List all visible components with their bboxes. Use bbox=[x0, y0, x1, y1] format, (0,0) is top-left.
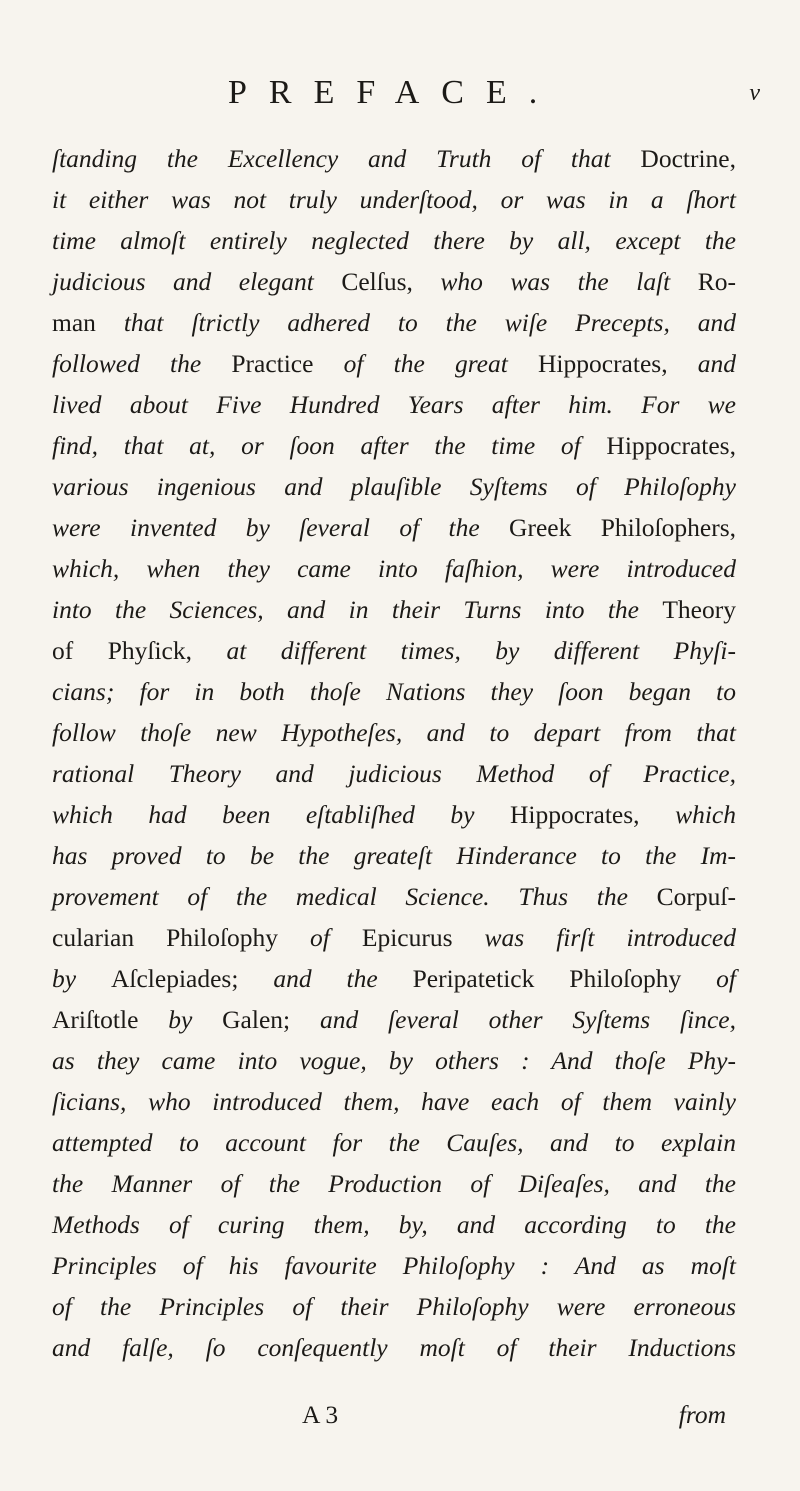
roman-text-run: cularian Philoſophy bbox=[52, 923, 311, 952]
italic-text-run: of the great bbox=[343, 349, 538, 378]
roman-text-run: Galen; bbox=[222, 1005, 320, 1034]
text-line bbox=[52, 220, 736, 261]
page-number: v bbox=[749, 80, 760, 106]
italic-text-run: at different times, by different Phyſi- bbox=[226, 636, 736, 665]
roman-text-run: Ariſtotle bbox=[52, 1005, 169, 1034]
roman-text-run: Hippocrates, bbox=[606, 431, 736, 460]
text-line bbox=[52, 466, 736, 507]
roman-text-run: Theory bbox=[662, 595, 736, 624]
italic-text-run: of bbox=[310, 923, 362, 952]
text-line bbox=[52, 1163, 736, 1204]
italic-text-run: which, when they came into faſhion, were introduced bbox=[52, 554, 736, 583]
italic-text-run: time almoſt entirely neglected there by all, except the bbox=[52, 226, 736, 255]
roman-text-run: Ro- bbox=[697, 267, 737, 296]
roman-text-run: Epicurus bbox=[361, 923, 485, 952]
italic-text-run: followed the bbox=[52, 349, 232, 378]
italic-text-run: the Manner of the Production of Diſeaſes, and the bbox=[52, 1169, 736, 1198]
roman-text-run: Greek Philoſophers, bbox=[509, 513, 736, 542]
text-line bbox=[52, 753, 736, 794]
roman-text-run: Corpuſ- bbox=[656, 882, 736, 911]
running-head: PREFACE. bbox=[228, 74, 560, 111]
catchword: from bbox=[678, 1400, 726, 1429]
text-line bbox=[52, 999, 736, 1040]
text-line bbox=[52, 630, 736, 671]
italic-text-run: and falſe, ſo conſequently moſt of their Inductions bbox=[52, 1333, 736, 1362]
italic-text-run: and the bbox=[273, 964, 413, 993]
text-line bbox=[52, 384, 736, 425]
italic-text-run: judicious and elegant bbox=[52, 267, 342, 296]
italic-text-run: provement of the medical Science. Thus the bbox=[52, 882, 657, 911]
text-line bbox=[52, 548, 736, 589]
page-footer bbox=[52, 1400, 736, 1440]
italic-text-run: of bbox=[716, 964, 736, 993]
text-line bbox=[52, 712, 736, 753]
text-line bbox=[52, 1327, 736, 1368]
italic-text-run: it either was not truly underſtood, or was in a ſhort bbox=[52, 185, 736, 214]
page-header bbox=[200, 74, 760, 124]
text-line bbox=[52, 1040, 736, 1081]
text-line bbox=[52, 1204, 736, 1245]
italic-text-run: Principles of his favourite Philoſophy : And as moſt bbox=[52, 1251, 736, 1280]
italic-text-run: ſtanding the Excellency and Truth of that bbox=[52, 144, 641, 173]
roman-text-run: Hippocrates, bbox=[538, 349, 698, 378]
italic-text-run: ſicians, who introduced them, have each of them vainly bbox=[52, 1087, 736, 1116]
italic-text-run: rational Theory and judicious Method of Practice, bbox=[52, 759, 736, 788]
roman-text-run: Practice bbox=[231, 349, 344, 378]
text-line bbox=[52, 917, 736, 958]
italic-text-run: that ſtrictly adhered to the wiſe Precepts, and bbox=[123, 308, 736, 337]
roman-text-run: Aſclepiades; bbox=[110, 964, 274, 993]
italic-text-run: by bbox=[52, 964, 111, 993]
signature-mark: A 3 bbox=[302, 1400, 339, 1429]
italic-text-run: and bbox=[697, 349, 736, 378]
text-line bbox=[52, 425, 736, 466]
italic-text-run: by bbox=[168, 1005, 223, 1034]
text-line bbox=[52, 1286, 736, 1327]
text-line bbox=[52, 958, 736, 999]
italic-text-run: has proved to be the greateſt Hinderance to the Im- bbox=[52, 841, 736, 870]
text-line bbox=[52, 1245, 736, 1286]
text-line bbox=[52, 302, 736, 343]
roman-text-run: Peripatetick Philoſophy bbox=[412, 964, 717, 993]
italic-text-run: and ſeveral other Syſtems ſince, bbox=[319, 1005, 736, 1034]
text-line bbox=[52, 1122, 736, 1163]
text-line bbox=[52, 589, 736, 630]
roman-text-run: Celſus, bbox=[341, 267, 441, 296]
italic-text-run: which had been eſtabliſhed by bbox=[52, 800, 510, 829]
roman-text-run: of Phyſick, bbox=[52, 636, 227, 665]
text-line bbox=[52, 876, 736, 917]
text-line bbox=[52, 1081, 736, 1122]
italic-text-run: find, that at, or ſoon after the time of bbox=[52, 431, 607, 460]
text-line bbox=[52, 671, 736, 712]
italic-text-run: of the Principles of their Philoſophy were erroneous bbox=[52, 1292, 736, 1321]
text-line bbox=[52, 794, 736, 835]
italic-text-run: was firſt introduced bbox=[484, 923, 736, 952]
italic-text-run: various ingenious and plauſible Syſtems of Philoſophy bbox=[52, 472, 736, 501]
italic-text-run: lived about Five Hundred Years after him. For we bbox=[52, 390, 736, 419]
text-line bbox=[52, 835, 736, 876]
roman-text-run: man bbox=[52, 308, 124, 337]
italic-text-run: who was the laſt bbox=[440, 267, 698, 296]
body-text bbox=[52, 138, 736, 1368]
roman-text-run: Hippocrates, bbox=[509, 800, 676, 829]
italic-text-run: attempted to account for the Cauſes, and to explain bbox=[52, 1128, 736, 1157]
italic-text-run: into the Sciences, and in their Turns into the bbox=[52, 595, 663, 624]
text-line bbox=[52, 343, 736, 384]
text-line bbox=[52, 179, 736, 220]
italic-text-run: Methods of curing them, by, and according to the bbox=[52, 1210, 736, 1239]
roman-text-run: Doctrine, bbox=[640, 144, 736, 173]
text-line bbox=[52, 138, 736, 179]
text-line bbox=[52, 507, 736, 548]
text-line bbox=[52, 261, 736, 302]
italic-text-run: which bbox=[675, 800, 736, 829]
italic-text-run: as they came into vogue, by others : And thoſe Phy- bbox=[52, 1046, 736, 1075]
italic-text-run: cians; for in both thoſe Nations they ſoon began to bbox=[52, 677, 736, 706]
italic-text-run: were invented by ſeveral of the bbox=[52, 513, 510, 542]
italic-text-run: follow thoſe new Hypotheſes, and to depart from that bbox=[52, 718, 736, 747]
